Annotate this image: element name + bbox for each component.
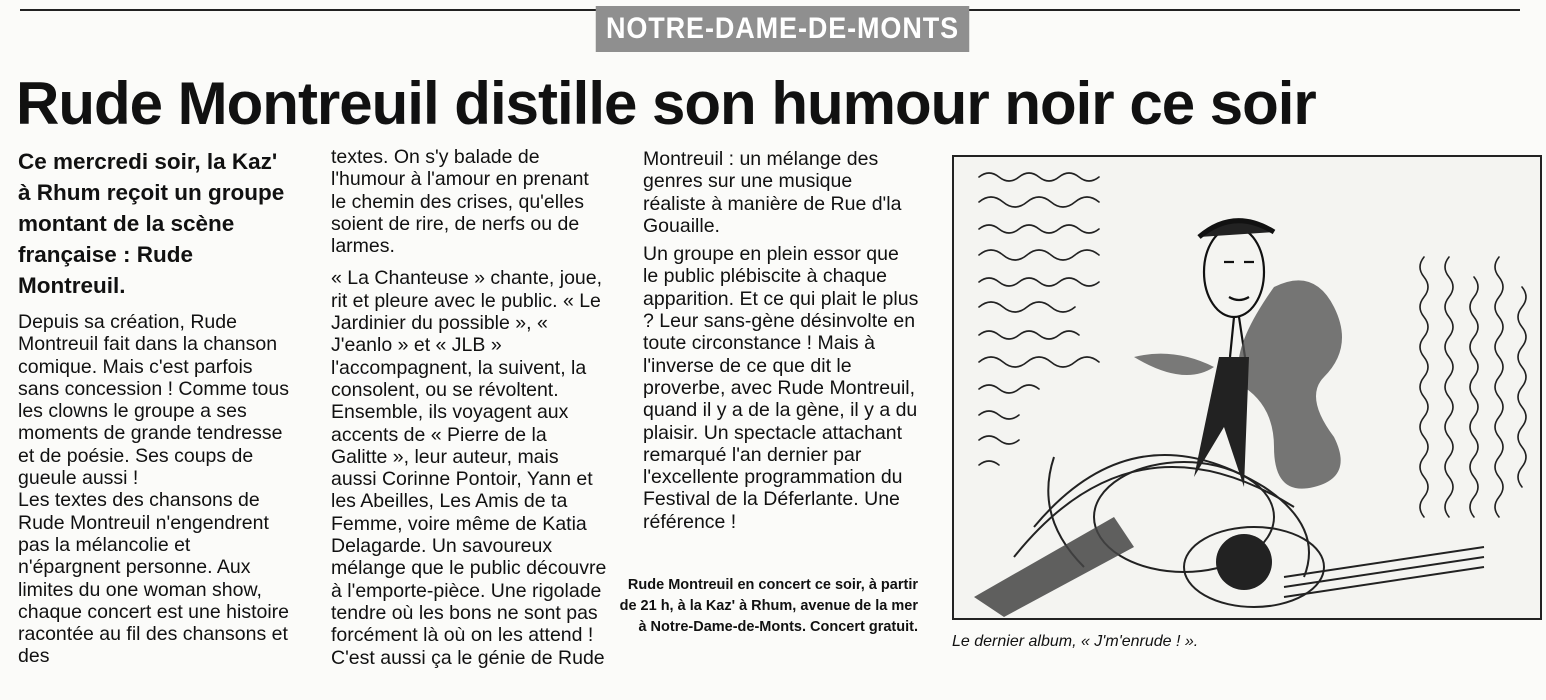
body-paragraph: « La Chanteuse » chante, joue, rit et pleure avec le public. « Le Jardinier du possible », « J'eanlo » et « JLB » l'accompagnent, la suivent, la consolent, ou se révoltent. Ensemble, ils voyagent aux accents de « Pierre de la Galitte », leur auteur, mais aussi Corinne Pontoir, Yann et les Abeilles, Les Amis de ta Femme, voire même de Katia Delagarde. Un savoureux mélange que le public découvre à l'emporte-pièce. Une rigolade tendre où les bons ne sont pas forcément là où on les attend ! C'est aussi ça le génie de Rude xyxy=(331,267,607,669)
section-kicker: NOTRE-DAME-DE-MONTS xyxy=(596,6,970,52)
body-paragraph: Les textes des chansons de Rude Montreuil n'engendrent pas la mélancolie et n'épargnent personne. Aux limites du one woman show, chaque concert est une histoire racontée au fil des chansons et des xyxy=(18,489,290,668)
body-paragraph: textes. On s'y balade de l'humour à l'amour en prenant le chemin des crises, qu'elles soient de rire, de nerfs ou de larmes. xyxy=(331,146,589,258)
ink-sketch-image xyxy=(954,157,1540,618)
body-paragraph: Montreuil : un mélange des genres sur une musique réaliste à manière de Rue d'la Gouaille. xyxy=(643,148,902,237)
column-3 xyxy=(643,148,919,533)
lead-paragraph: Ce mercredi soir, la Kaz' à Rhum reçoit un groupe montant de la scène française : Rude Montreuil. xyxy=(18,149,285,298)
body-paragraph: Depuis sa création, Rude Montreuil fait dans la chanson comique. Mais c'est parfois sans concession ! Comme tous les clowns le groupe a ses moments de grande tendresse et de poésie. Ses coups de gueule aussi ! xyxy=(18,311,289,490)
column-2 xyxy=(331,146,607,669)
body-paragraph: Un groupe en plein essor que le public plébiscite à chaque apparition. Et ce qui plait le plus ? Leur sans-gène désinvolte en toute circonstance ! Mais à l'inverse de ce que dit le proverbe, avec Rude Montreuil, quand il y a de la gène, il y a du plaisir. Un spectacle attachant remarqué l'an dernier par l'excellente programmation du Festival de la Déferlante. Une référence ! xyxy=(643,243,919,533)
concert-info: Rude Montreuil en concert ce soir, à partir de 21 h, à la Kaz' à Rhum, avenue de la mer à Notre-Dame-de-Monts. Concert gratuit. xyxy=(619,577,918,635)
column-1 xyxy=(18,146,290,668)
image-caption: Le dernier album, « J'm'enrude ! ». xyxy=(952,633,1199,650)
album-cover-illustration xyxy=(952,155,1542,620)
headline: Rude Montreuil distille son humour noir ce soir xyxy=(16,70,1316,137)
